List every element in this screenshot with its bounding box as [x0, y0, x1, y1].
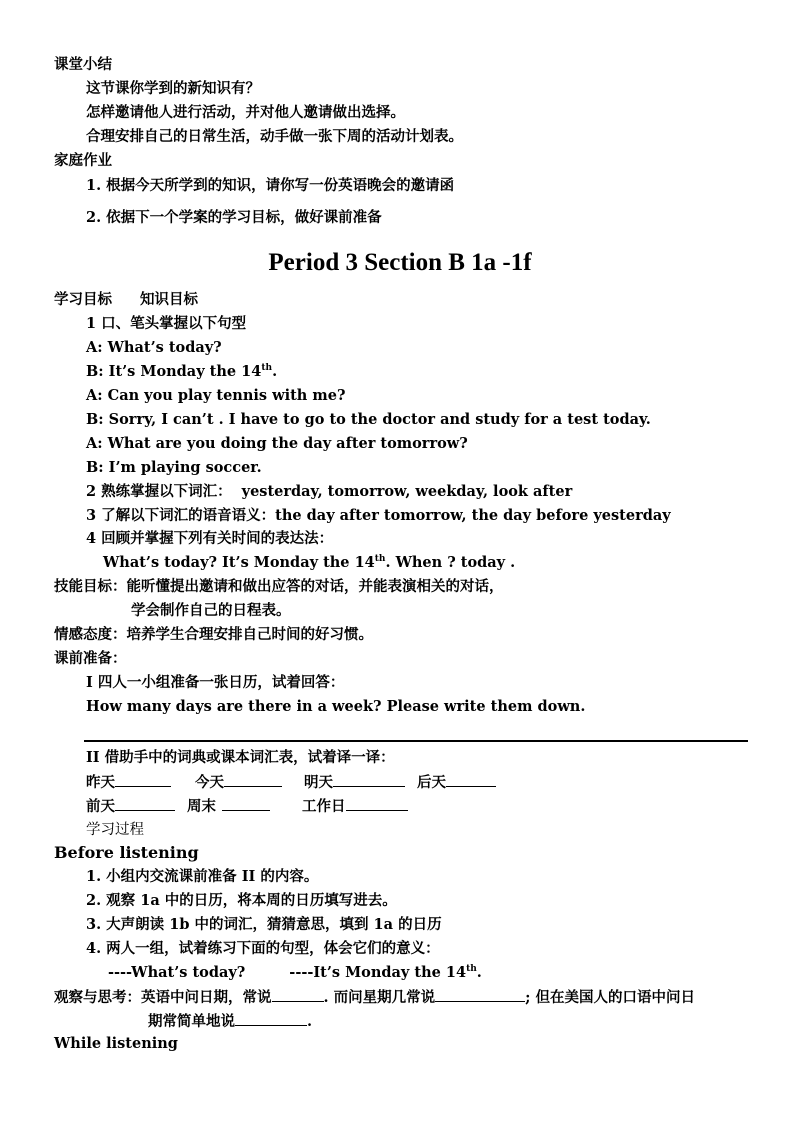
blank-yesterday[interactable] [115, 772, 171, 787]
knowledge-label: 知识目标 [140, 291, 198, 308]
before-listening-item-4: 4. 两人一组，试着练习下面的句型，体会它们的意义： [86, 940, 440, 957]
dialog-line-2-text: B: It’s Monday the 14 [86, 363, 262, 380]
before-listening-item-3: 3. 大声朗读 1b 中的词汇，猜猜意思，填到 1a 的日历 [86, 916, 442, 933]
objectives-label-text: 学习目标 [54, 291, 112, 308]
summary-point-1: 怎样邀请他人进行活动，并对他人邀请做出选择。 [86, 104, 405, 121]
think-text-5: . [307, 1013, 313, 1030]
blank-american-say[interactable] [235, 1011, 307, 1026]
knowledge-item-3-words: the day after tomorrow, the day before yesterday [275, 507, 671, 524]
vocab-row-2 [86, 796, 408, 817]
knowledge-item-1: 1 口、笔头掌握以下句型 [86, 315, 247, 332]
blank-workday[interactable] [346, 796, 408, 811]
think-text-2: . 而问星期几常说 [323, 989, 436, 1006]
think-text-1: 观察与思考：英语中问日期，常说 [54, 989, 272, 1006]
knowledge-item-3 [86, 506, 671, 526]
while-listening-heading: While listening [54, 1035, 178, 1052]
summary-question: 这节课你学到的新知识有？ [86, 80, 260, 97]
prep-ii-label: II 借助手中的词典或课本词汇表，试着译一译： [86, 749, 395, 766]
word-yesterday: 昨天 [86, 774, 115, 791]
summary-point-2: 合理安排自己的日常生活，动手做一张下周的活动计划表。 [86, 128, 463, 145]
prep-i-label: I 四人一小组准备一张日历，试着回答： [86, 674, 345, 691]
learning-process: 学习过程 [86, 822, 144, 838]
think-line-1 [54, 987, 695, 1008]
vocab-row-1 [86, 772, 496, 793]
knowledge-item-2-label: 2 熟练掌握以下词汇： [86, 483, 232, 500]
dialog-line-3: A: Can you play tennis with me? [86, 387, 346, 404]
knowledge-item-2-words: yesterday, tomorrow, weekday, look after [241, 483, 573, 500]
blank-day-after-tomorrow[interactable] [446, 772, 496, 787]
blank-ask-weekday[interactable] [435, 987, 525, 1002]
knowledge-item-2 [86, 482, 572, 502]
word-weekend: 周末 [187, 798, 216, 815]
blank-ask-date[interactable] [272, 987, 324, 1002]
time-expression-end: . When ? today . [385, 554, 516, 571]
word-today: 今天 [195, 774, 224, 791]
dialog-line-6: B: I’m playing soccer. [86, 459, 262, 476]
prep-i-question: How many days are there in a week? Please write them down. [86, 698, 586, 715]
homework-item-2: 2. 依据下一个学案的学习目标，做好课前准备 [86, 209, 382, 226]
before-listening-item-2: 2. 观察 1a 中的日历，将本周的日历填写进去。 [86, 892, 397, 909]
blank-weekend[interactable] [222, 796, 270, 811]
blank-day-before-yesterday[interactable] [115, 796, 175, 811]
blank-today[interactable] [224, 772, 282, 787]
objectives-label [54, 290, 198, 310]
example-answer: ----It’s Monday the 14 [289, 964, 467, 981]
knowledge-item-4: 4 回顾并掌握下列有关时间的表达法： [86, 530, 334, 547]
example-question: ----What’s today? [108, 964, 246, 981]
think-line-2 [148, 1011, 312, 1032]
skill-objective-line-2: 学会制作自己的日程表。 [131, 602, 291, 619]
before-listening-item-1: 1. 小组内交流课前准备 II 的内容。 [86, 868, 319, 885]
before-listening-heading: Before listening [54, 843, 199, 862]
knowledge-item-3-label: 3 了解以下词汇的语音语义： [86, 507, 276, 524]
summary-heading: 课堂小结 [54, 56, 112, 73]
skill-objective-line-1: 技能目标：能听懂提出邀请和做出应答的对话，并能表演相关的对话， [54, 578, 504, 595]
dialog-line-5: A: What are you doing the day after tomorrow? [86, 435, 468, 452]
dialog-line-4: B: Sorry, I can’t . I have to go to the doctor and study for a test today. [86, 411, 651, 428]
word-tomorrow: 明天 [304, 774, 333, 791]
time-expression-sup: th [374, 554, 386, 565]
dialog-line-2-end: . [272, 363, 278, 380]
homework-heading: 家庭作业 [54, 152, 112, 169]
blank-tomorrow[interactable] [333, 772, 405, 787]
word-day-before-yesterday: 前天 [86, 798, 115, 815]
word-day-after-tomorrow: 后天 [417, 774, 446, 791]
example-answer-sup: th [466, 964, 477, 975]
time-expression-example [103, 553, 515, 573]
answer-line[interactable] [84, 740, 748, 742]
think-text-3: ; 但在美国人的口语中问日 [525, 989, 696, 1006]
before-listening-example [108, 963, 482, 983]
emotion-objective: 情感态度：培养学生合理安排自己时间的好习惯。 [54, 626, 373, 643]
dialog-line-2 [86, 362, 277, 382]
homework-item-1: 1. 根据今天所学到的知识，请你写一份英语晚会的邀请函 [86, 177, 455, 194]
dialog-line-2-sup: th [261, 363, 273, 374]
time-expression-text: What’s today? It’s Monday the 14 [103, 554, 375, 571]
page-title: Period 3 Section B 1a -1f [268, 249, 532, 276]
word-workday: 工作日 [302, 798, 346, 815]
think-text-4: 期常简单地说 [148, 1013, 235, 1030]
example-answer-end: . [476, 964, 482, 981]
prep-heading: 课前准备： [54, 650, 127, 667]
dialog-line-1: A: What’s today? [86, 339, 222, 356]
